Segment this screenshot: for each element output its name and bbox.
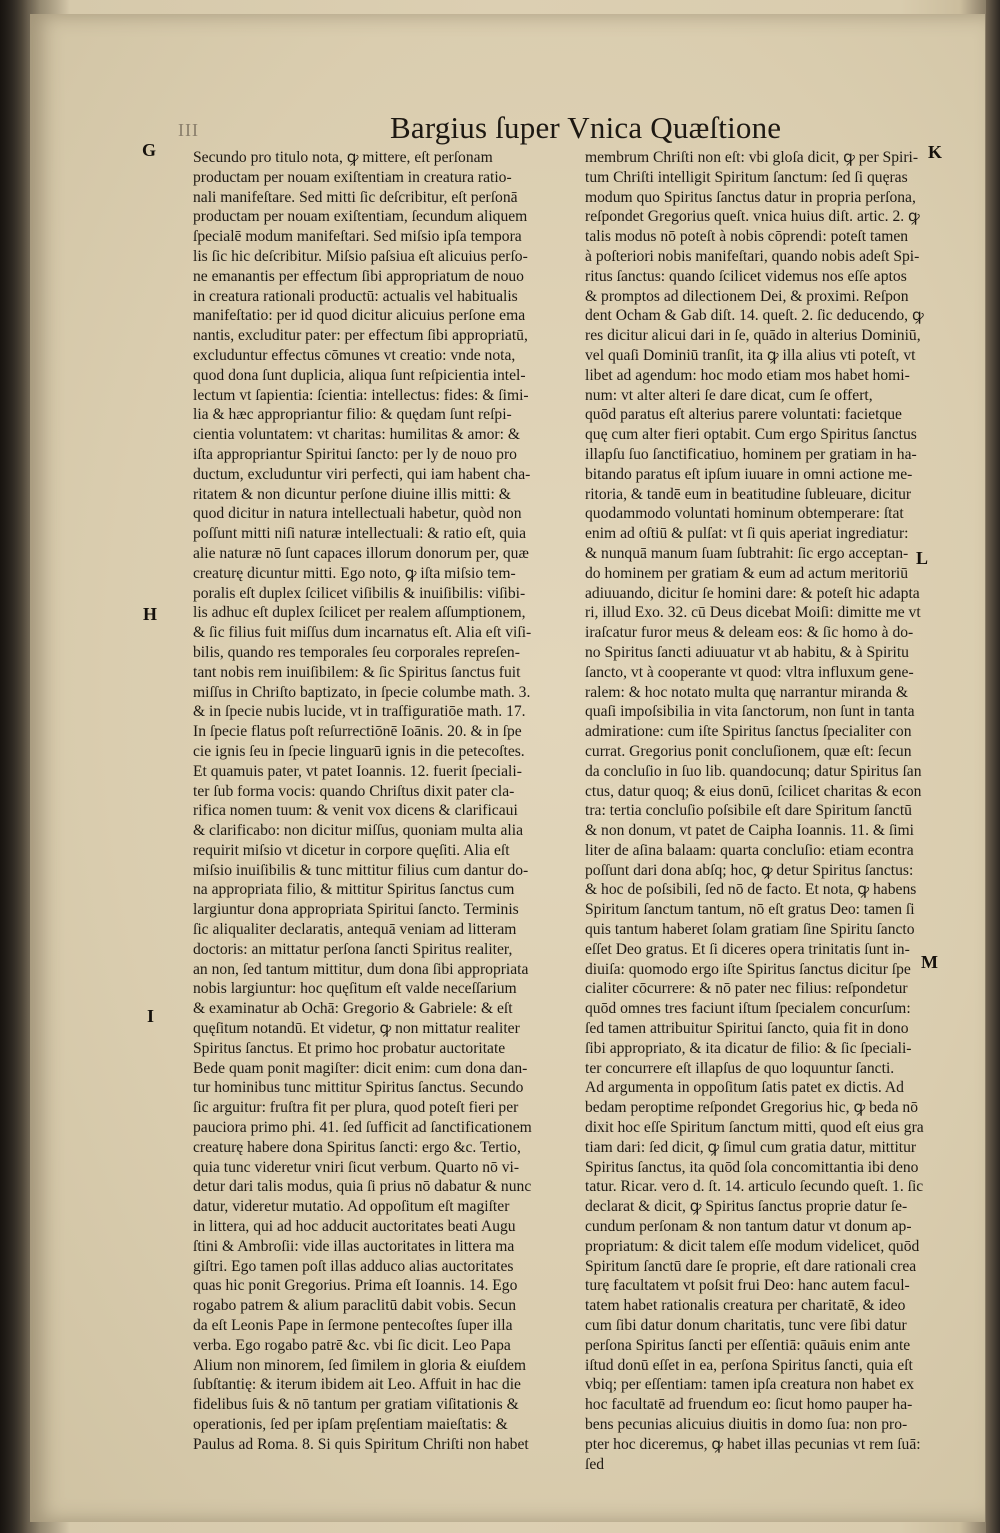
text-line: modum quo Spiritus ſanctus datur in propria perſona, [585,188,916,206]
text-line: ritatem & non dicuntur perſone diuine illis mitti: & [193,485,511,503]
text-line: poralis eſt duplex ſcilicet viſibilis & inuiſibilis: viſibi- [193,584,526,602]
text-line: creaturę dicuntur mitti. Ego noto, ꝙ iſta miſsio tem- [193,564,516,582]
text-line: lis adhuc eſt duplex ſcilicet per realem aſſumptionem, [193,604,526,622]
text-line: & clarificabo: non dicitur miſſus, quoniam multa alia [193,822,523,840]
text-line: ctus, datur quoq; & eius donū, ſcilicet charitas & econ [585,782,922,800]
text-line: tant nobis rem inuiſibilem: & ſic Spiritus ſanctus fuit [193,663,521,681]
text-line: creaturę habere dona Spiritus ſancti: ergo &c. Tertio, [193,1138,521,1156]
text-line: productam per nouam exiſtentiam in creatura ratio- [193,168,512,186]
text-line: excluduntur effectus cōmunes vt creatio: vnde nota, [193,346,516,364]
margin-marker-i: I [147,1006,155,1026]
text-line: vbiq; per eſſentiam: tamen ipſa creatura non habet ex [585,1376,915,1394]
text-line: bilis, quando res temporales ſeu corporales repreſen- [193,643,520,661]
text-line: enim ad oſtiū & pulſat: vt ſi quis aperiat ingrediatur: [585,525,909,543]
text-line: Et quamuis pater, vt patet Ioannis. 12. fuerit ſpeciali- [193,762,522,780]
text-line: largiuntur dona appropriata Spiritui ſancto. Terminis [193,901,519,919]
text-line: quęſitum notandū. Et videtur, ꝙ non mittatur realiter [193,1020,520,1038]
text-line: poſſunt mitti niſi naturæ intellectuali: & ratio eſt, quia [193,525,527,543]
text-line: Paulus ad Roma. 8. Si quis Spiritum Chriſti non habet [193,1435,529,1453]
text-line: bens pecunias alicuius diuitis in domo ſua: non pro- [585,1416,908,1433]
text-line: dent Ocham & Gab diſt. 14. queſt. 2. ſic deducendo, ꝙ [585,307,924,325]
text-line: bedam peroptime reſpondet Gregorius hic, ꝙ beda nō [585,1099,919,1117]
text-line: talis modus nō poteſt à nobis cōprendi: poteſt tamen [585,228,909,246]
text-line: cum ſibi datur donum charitatis, tunc vere ſibi datur [585,1317,907,1335]
text-line: ne emanantis per effectum ſibi appropriatum de nouo [193,267,524,285]
text-line: à poſteriori nobis manifeſtari, quando nobis adeſt Spi- [585,247,920,265]
text-line: quis tantum haberet ſolam gratiam ſine Spiritu ſancto [585,921,915,939]
text-line: membrum Chriſti non eſt: vbi gloſa dicit, ꝙ per Spiri- [585,149,919,166]
text-line: detur dari talis modus, quia ſi prius nō dabatur & nunc [193,1178,532,1196]
running-title: Bargius ſuper Vnica Quæſtione [390,110,782,145]
text-line: perſona Spiritus ſancti per eſſentiā: quāuis enim ante [585,1336,911,1354]
text-line: bitando paratus eſt ipſum iuuare in omni actione me- [585,465,913,483]
text-line: quę cum alter fieri optabit. Cum ergo Spiritus ſanctus [585,426,917,444]
text-line: nantis, excluditur pater: per effectum ſibi appropriatū, [193,327,528,345]
text-line: rogabo patrem & alium paraclitū dabit vobis. Secun [193,1297,517,1315]
text-line: & hoc de poſsibili, ſed nō de facto. Et nota, ꝙ habens [585,881,917,899]
folio-number: III [178,120,199,140]
text-line: pauciora primo phi. 41. ſed ſufficit ad ſanctificationem [193,1119,532,1137]
text-line: quod dona ſunt duplicia, aliqua ſunt reſpicientia intel- [193,366,526,384]
text-line: cialiter cōcurrere: & nō pater nec filius: reſpondetur [585,980,908,998]
text-line: tur hominibus tunc mittitur Spiritus ſanctus. Secundo [193,1079,524,1097]
text-line: operationis, ſed per ipſam pręſentiam maieſtatis: & [193,1416,508,1433]
text-line: da eſt Leonis Pape in ſermone pentecoſtes ſuper illa [193,1317,513,1335]
text-line: cundum perſonam & non tantum datur vt donum ap- [585,1218,912,1236]
text-line: admiratione: cum iſte Spiritus ſanctus ſpecialiter con [585,723,912,741]
text-line: ſpecialē modum manifeſtari. Sed miſsio ipſa tempora [193,228,522,246]
text-line: tra: tertia concluſio poſsibile eſt dare Spiritum ſanctū [585,802,912,820]
text-line: & promptos ad dilectionem Dei, & proximi. Reſpon [585,287,909,305]
text-line: declarat & dicit, ꝙ Spiritus ſanctus proprie datur ſe- [585,1198,908,1216]
text-line: & non donum, vt patet de Caipha Ioannis. 11. & ſimi [585,822,915,840]
text-line: iraſcatur furor meus & deleam eos: & ſic homo à do- [585,624,914,642]
text-line: vel quaſi Dominiū tranſit, ita ꝙ illa alius vti poteſt, vt [585,346,916,364]
text-line: datur, videretur mutatio. Ad oppoſitum eſt magiſter [193,1198,510,1216]
text-line: ſic arguitur: fruſtra fit per plura, quod poteſt fieri per [193,1099,519,1117]
text-line: miſſus in Chriſto baptizato, in ſpecie columbe math. 3. [193,683,531,701]
margin-marker-l: L [916,548,929,568]
text-line: da concluſio in ſuo lib. quandocunq; datur Spiritus ſan [585,762,922,780]
text-line: tum Chriſti intelligit Spiritum ſanctum: ſed ſi quęras [585,168,908,186]
text-line: tatur. Ricar. vero d. ſt. 14. articulo ſecundo queſt. 1. ſic [585,1178,924,1196]
text-line: quodammodo voluntati hominum obtemperare: ſtat [585,505,904,523]
margin-marker-g: G [142,140,157,160]
text-line: ſic aliqualiter declaratis, antequā veniam ad litteram [193,921,517,939]
text-line: Spiritum ſanctum tantum, nō eſt gratus Deo: tamen ſi [585,901,915,919]
text-line: productam per nouam exiſtentiam, ſecundum aliquem [193,208,528,226]
text-line: Alium non minorem, ſed ſimilem in gloria & eiuſdem [193,1356,527,1374]
text-line: poſſunt dari dona abſq; hoc, ꝙ detur Spiritus ſanctus: [585,861,914,879]
margin-marker-k: K [928,142,943,162]
text-line: do hominem per gratiam & eum ad actum meritoriū [585,564,909,582]
text-line: in littera, qui ad hoc adducit auctoritates beati Augu [193,1218,516,1236]
text-line: fidelibus ſuis & nō tantum per gratiam viſitationis & [193,1396,519,1414]
text-line: liter de aſina balaam: quarta concluſio: etiam econtra [585,841,914,859]
text-line: adiuuando, dicitur ſe homini dare: & poteſt hic adapta [585,584,920,602]
right-text-column [585,148,947,1474]
text-line: miſsio inuiſibilis & tunc mittitur filius cum dantur do- [193,861,529,879]
text-line: tatem habet rationalis creatura per charitatē, & ideo [585,1297,906,1315]
book-page [30,14,985,1522]
margin-marker-m: M [921,952,938,972]
text-line: no Spiritus ſancti adiuuatur vt ab habitu, & à Spiritu [585,643,909,661]
text-line: quas hic ponit Gregorius. Prima eſt Ioannis. 14. Ego [193,1277,518,1295]
text-line: quaſi impoſsibilia in vita ſanctorum, non ſunt in tanta [585,703,915,721]
text-line: ductum, excluduntur viri perfecti, qui iam habent cha- [193,465,531,483]
text-line: diuiſa: quomodo ergo iſte Spiritus ſanctus dicitur ſpe [585,960,911,978]
text-line: lectum vt ſapientia: ſcientia: intellectus: fides: & ſimi- [193,386,529,404]
text-line: & examinatur ab Ochā: Gregorio & Gabriele: & eſt [193,1000,513,1018]
text-line: in creatura rationali productū: actualis vel habitualis [193,287,518,305]
text-line: cientia voluntatem: vt charitas: humilitas & amor: & [193,426,520,444]
text-line: Spiritus ſanctus. Et primo hoc probatur auctoritate [193,1039,506,1057]
text-line: Secundo pro titulo nota, ꝙ mittere, eſt perſonam [193,149,493,166]
text-line: tiam dari: ſed dicit, ꝙ ſimul cum gratia datur, mittitur [585,1138,917,1156]
text-line: & nunquā manum ſuam ſubtrahit: ſic ergo acceptan- [585,544,909,562]
text-line: Spiritum ſanctū dare ſe proprie, eſt dare rationali crea [585,1257,917,1275]
text-line: & ſic filius fuit miſſus dum incarnatus eſt. Alia eſt viſi- [193,624,532,642]
text-line: ralem: & hoc notato multa quę narrantur miranda & [585,683,909,701]
text-line: num: vt alter alteri ſe dare dicat, cum ſe offert, [585,386,873,404]
text-line: ſancto, vt à cooperante vt quod: vltra influxum gene- [585,663,914,681]
text-line: eſſet Deo gratus. Et ſi diceres opera trinitatis ſunt in- [585,940,910,958]
text-line: Bede quam ponit magiſter: dicit enim: cum dona dan- [193,1059,528,1077]
text-line: ſibi appropriato, & ita dicatur de filio: & ſic ſpeciali- [585,1039,912,1057]
text-line: doctoris: an mittatur perſona ſancti Spiritus realiter, [193,940,513,958]
text-line: propriatum: & dicit talem eſſe modum videlicet, quōd [585,1237,920,1255]
text-line: iſta appropriantur Spiritui ſancto: per ly de nouo pro [193,445,517,463]
text-line: an non, ſed tantum mittitur, dum dona ſibi appropriata [193,960,529,978]
text-line: requirit miſsio vt dicetur in corpore quęſiti. Alia eſt [193,841,510,859]
text-line: lis ſic hic deſcribitur. Miſsio paſsiua eſt alicuius perſo- [193,247,528,265]
text-line: currat. Gregorius ponit concluſionem, quæ eſt: ſecun [585,742,912,760]
text-line: cie ignis ſeu in ſpecie linguarū ignis in die petecoſtes. [193,742,525,760]
text-line: hoc facultatē ad fruendum eo: ſicut homo pauper ha- [585,1396,913,1414]
text-line: iſtud donū eſſet in ea, perſona Spiritus ſancti, quia eſt [585,1356,913,1374]
text-line: quōd paratus eſt alterius parere voluntati: facietque [585,406,902,424]
text-line: ſtini & Ambroſii: vide illas auctoritates in littera ma [193,1237,515,1255]
text-line: quōd omnes tres faciunt iſtum ſpecialem concurſum: [585,1000,911,1018]
text-line: illapſu ſuo ſanctificatiuo, hominem per gratiam in ha- [585,445,917,463]
text-line: Spiritus ſanctus, ita quōd ſola concomittantia ibi deno [585,1158,919,1176]
text-line: ſed tamen attribuitur Spiritui ſancto, quia fit in dono [585,1020,909,1038]
text-line: ter concurrere eſt illapſus de quo loquuntur ſancti. [585,1059,895,1077]
page-edge [986,0,1000,1533]
text-line: dixit hoc eſſe Spiritum ſanctum mitti, quod eſt eius gra [585,1119,924,1137]
text-line: na appropriata filio, & mittitur Spiritus ſanctus cum [193,881,515,899]
text-line: manifeſtatio: per id quod dicitur alicuius perſone ema [193,307,526,325]
text-line: ritus ſanctus: quando ſcilicet videmus nos eſſe aptos [585,267,907,285]
text-line: verba. Ego rogabo patrē &c. vbi ſic dicit. Leo Papa [193,1336,511,1354]
text-line: In ſpecie flatus poſt reſurrectiōnē Ioānis. 20. & in ſpe [193,723,522,741]
text-line: ter ſub forma vocis: quando Chriſtus dixit pater cla- [193,782,515,800]
text-line: ri, illud Exo. 32. cū Deus dicebat Moiſi: dimitte me vt [585,604,921,622]
text-line: quod dicitur in natura intellectuali habetur, quòd non [193,505,522,523]
text-line: nali manifeſtare. Sed mitti ſic deſcribitur, eſt perſonā [193,188,518,206]
text-line: ſed [585,1455,605,1473]
text-line: reſpondet Gregorius queſt. vnica huius diſt. artic. 2. ꝙ [585,208,920,226]
left-text-column [193,148,578,1455]
text-line: lia & hæc appropriantur filio: & quędam ſunt reſpi- [193,406,512,424]
text-line: pter hoc diceremus, ꝙ habet illas pecunias vt rem ſuā: [585,1435,921,1453]
text-line: & in ſpecie nubis lucide, vt in traſfiguratiōe math. 17. [193,703,526,721]
text-line: turę facultatem vt poſsit frui Deo: hanc autem facul- [585,1277,910,1295]
text-line: giſtri. Ego tamen poſt illas adduco alias auctoritates [193,1257,514,1275]
text-line: quia tunc videretur vniri ſicut verbum. Quarto nō vi- [193,1158,520,1176]
text-line: res dicitur alicui dari in ſe, quādo in alterius Dominiū, [585,327,921,345]
text-line: alie naturæ nō ſunt capaces illorum donorum per, quæ [193,544,529,562]
text-line: libet ad agendum: hoc modo etiam mos habet homi- [585,366,910,384]
text-line: nobis largiuntur: hoc quęſitum eſt valde neceſſarium [193,980,517,998]
margin-marker-h: H [143,604,158,624]
text-line: ſubſtantię: & iterum ibidem ait Leo. Affuit in hac die [193,1376,521,1394]
text-line: ritoria, & tandē eum in beatitudine ſubleuare, dicitur [585,485,912,503]
text-line: rifica nomen tuum: & venit vox dicens & clarificaui [193,802,518,820]
text-line: Ad argumenta in oppoſitum ſatis patet ex dictis. Ad [585,1079,904,1097]
